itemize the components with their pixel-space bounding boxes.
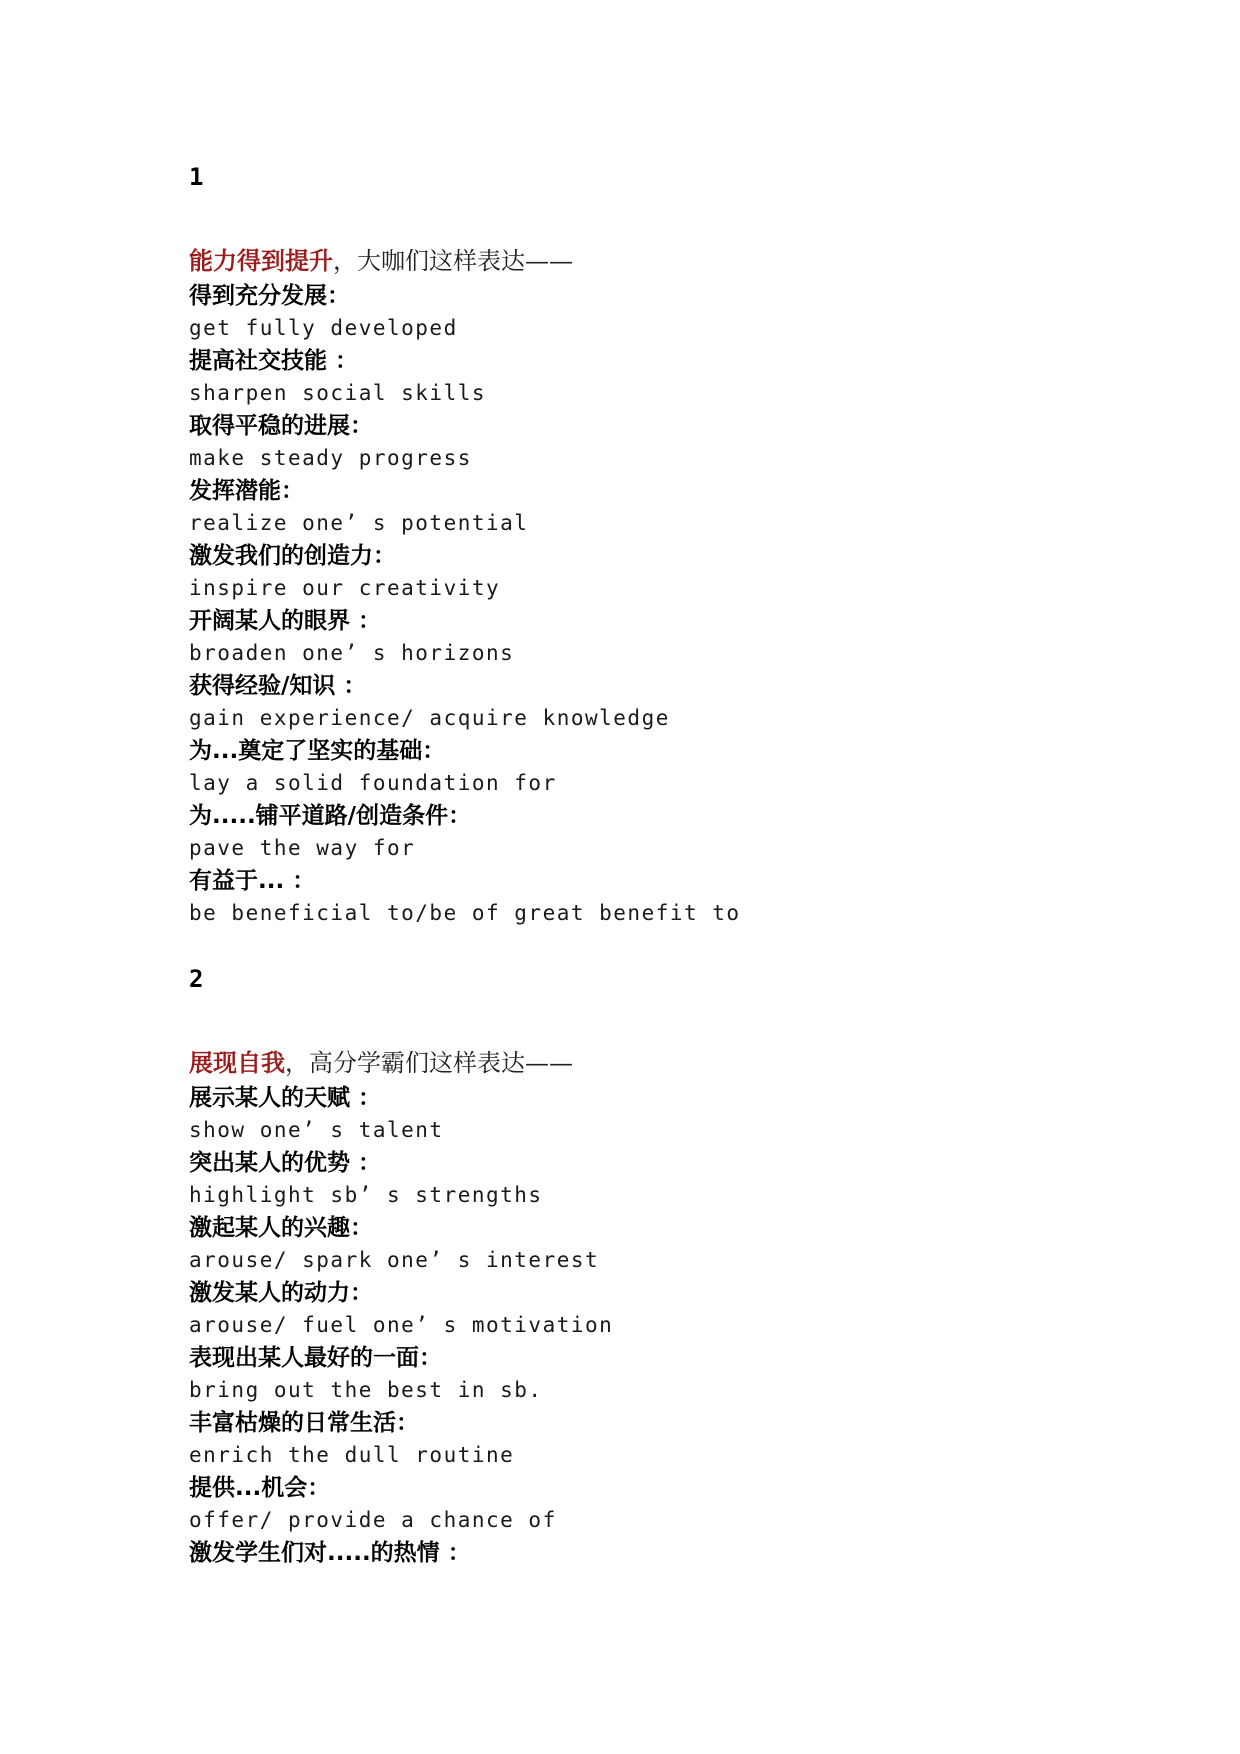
phrase-chinese: 发挥潜能： (189, 478, 304, 504)
section-number: 2 (189, 965, 204, 993)
phrase-chinese: 得到充分发展： (189, 283, 350, 309)
phrase-english: gain experience/ acquire knowledge (189, 706, 670, 730)
phrase-english: broaden one’ s horizons (189, 641, 515, 665)
phrase-chinese: 丰富枯燥的日常生活： (189, 1410, 419, 1436)
phrase-english: inspire our creativity (189, 576, 501, 600)
heading-rest: ，大咖们这样表达—— (333, 247, 573, 275)
phrase-english: offer/ provide a chance of (189, 1508, 557, 1532)
phrase-chinese: 激发学生们对.....的热情 ： (189, 1540, 471, 1566)
phrase-english: bring out the best in sb. (189, 1378, 543, 1402)
phrase-english: arouse/ fuel one’ s motivation (189, 1313, 614, 1337)
phrase-chinese: 激发某人的动力： (189, 1280, 373, 1306)
phrase-english: pave the way for (189, 836, 416, 860)
section-number: 1 (189, 163, 204, 191)
phrase-chinese: 突出某人的优势 ： (189, 1150, 382, 1176)
phrase-english: arouse/ spark one’ s interest (189, 1248, 600, 1272)
phrase-chinese: 为...奠定了坚实的基础： (189, 738, 446, 764)
phrase-chinese: 激起某人的兴趣： (189, 1215, 373, 1241)
section-2 (189, 962, 1189, 1569)
document-page (189, 160, 1189, 1569)
phrase-english: sharpen social skills (189, 381, 487, 405)
phrase-english: lay a solid foundation for (189, 771, 557, 795)
phrase-chinese: 表现出某人最好的一面： (189, 1345, 442, 1371)
phrase-chinese: 获得经验/知识 ： (189, 673, 367, 699)
section-heading (189, 242, 1189, 280)
phrase-english: realize one’ s potential (189, 511, 529, 535)
section-1 (189, 160, 1189, 930)
phrase-english: be beneficial to/be of great benefit to (189, 901, 741, 925)
phrase-chinese: 激发我们的创造力： (189, 543, 396, 569)
phrase-chinese: 开阔某人的眼界 ： (189, 608, 382, 634)
phrase-chinese: 为.....铺平道路/创造条件： (189, 803, 472, 829)
phrase-english: get fully developed (189, 316, 458, 340)
heading-highlight: 能力得到提升 (189, 247, 333, 275)
phrase-english: show one’ s talent (189, 1118, 444, 1142)
phrase-chinese: 有益于... ： (189, 868, 316, 894)
phrase-chinese: 取得平稳的进展： (189, 413, 373, 439)
heading-rest: ，高分学霸们这样表达—— (285, 1049, 573, 1077)
phrase-chinese: 提供...机会： (189, 1475, 331, 1501)
phrase-english: enrich the dull routine (189, 1443, 515, 1467)
section-heading (189, 1044, 1189, 1082)
heading-highlight: 展现自我 (189, 1049, 285, 1077)
phrase-english: highlight sb’ s strengths (189, 1183, 543, 1207)
phrase-english: make steady progress (189, 446, 472, 470)
phrase-chinese: 提高社交技能 ： (189, 348, 359, 374)
phrase-chinese: 展示某人的天赋 ： (189, 1085, 382, 1111)
